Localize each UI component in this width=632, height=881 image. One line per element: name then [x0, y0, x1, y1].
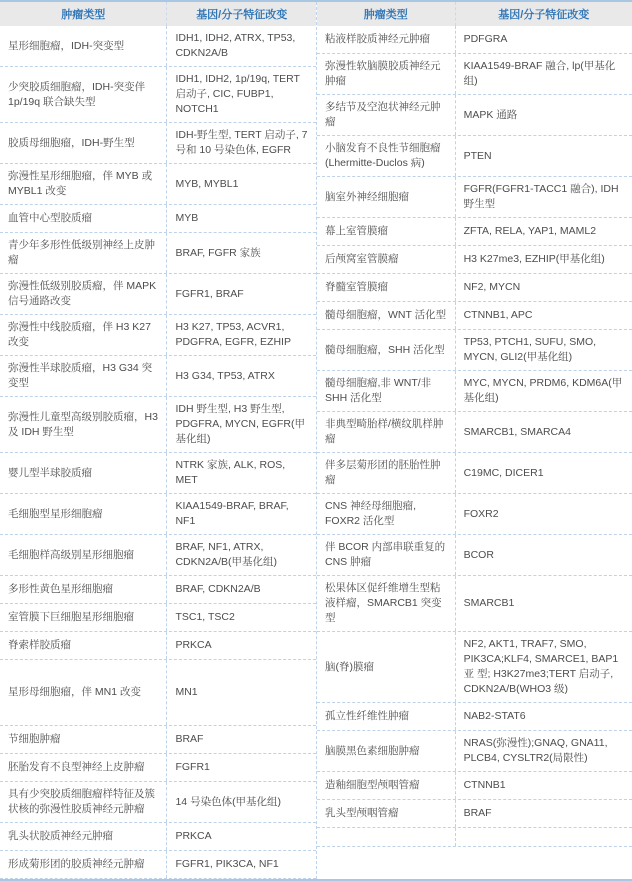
table-row	[317, 274, 632, 302]
tumor-type-cell: 髓母细胞瘤，SHH 活化型	[317, 330, 456, 370]
gene-change-cell: H3 G34, TP53, ATRX	[175, 369, 275, 382]
tumor-type-cell	[317, 828, 456, 846]
table-row	[0, 632, 316, 660]
gene-change-cell: IDH1, IDH2, 1p/19q, TERT 启动子, CIC, FUBP1, NOTCH1	[175, 73, 300, 115]
tumor-type-cell: 形成菊形团的胶质神经元肿瘤	[0, 851, 167, 878]
header-tumor-type: 肿瘤类型	[317, 2, 456, 26]
gene-change-cell	[456, 828, 632, 846]
tumor-type-cell: 血管中心型胶质瘤	[0, 205, 167, 232]
table-row	[317, 371, 632, 412]
tumor-type-cell: 孤立性纤维性肿瘤	[317, 703, 456, 730]
tumor-type-cell: 乳头状胶质神经元肿瘤	[0, 823, 167, 850]
table-row	[317, 535, 632, 576]
tumor-type-cell: 毛细胞样高级别星形细胞瘤	[0, 535, 167, 575]
table-left-half	[0, 2, 316, 879]
header-gene-change: 基因/分子特征改变	[196, 9, 288, 21]
tumor-type-cell: 弥漫性低级别胶质瘤，伴 MAPK 信号通路改变	[0, 274, 167, 314]
gene-change-cell: MYC, MYCN, PRDM6, KDM6A(甲基化组)	[463, 377, 623, 404]
gene-change-cell: PRKCA	[175, 830, 212, 842]
table-row	[0, 660, 316, 726]
gene-change-cell: SMARCB1, SMARCA4	[463, 425, 571, 438]
gene-change-cell: MYB, MYBL1	[175, 177, 239, 190]
gene-change-cell: FOXR2	[463, 507, 499, 520]
gene-change-cell: BRAF, CDKN2A/B	[175, 583, 261, 595]
tumor-type-cell: 弥漫性儿童型高级别胶质瘤，H3 及 IDH 野生型	[0, 397, 167, 452]
tumor-type-cell: 髓母细胞瘤,非 WNT/非 SHH 活化型	[317, 371, 456, 411]
tumor-type-cell: 室管膜下巨细胞星形细胞瘤	[0, 604, 167, 631]
table-row	[0, 754, 316, 782]
table-row	[317, 95, 632, 136]
table-row	[0, 315, 316, 356]
table-row	[0, 535, 316, 576]
gene-change-cell: FGFR1	[175, 761, 210, 773]
table-row	[317, 731, 632, 772]
tumor-type-cell: 青少年多形性低级别神经上皮肿瘤	[0, 233, 167, 273]
table-row	[0, 851, 316, 879]
tumor-type-cell: 松果体区促纤维增生型粘液样瘤，SMARCB1 突变型	[317, 576, 456, 631]
gene-change-cell: CTNNB1	[463, 779, 506, 791]
table-header-right	[317, 2, 632, 26]
gene-change-cell: BRAF	[175, 733, 204, 745]
header-tumor-type: 肿瘤类型	[0, 2, 167, 26]
tumor-type-cell: CNS 神经母细胞瘤, FOXR2 活化型	[317, 494, 456, 534]
gene-change-cell: KIAA1549-BRAF 融合, lp(甲基化组)	[463, 60, 616, 87]
table-row	[0, 233, 316, 274]
gene-change-cell: NTRK 家族, ALK, ROS, MET	[175, 459, 286, 486]
gene-change-cell: KIAA1549-BRAF, BRAF, NF1	[175, 500, 289, 527]
tumor-type-cell: 弥漫性半球胶质瘤，H3 G34 突变型	[0, 356, 167, 396]
gene-change-cell: MYB	[175, 212, 199, 224]
table-row	[317, 412, 632, 453]
tumor-type-cell: 造釉细胞型颅咽管瘤	[317, 772, 456, 799]
table-row	[317, 828, 632, 847]
tumor-type-cell: 少突胶质细胞瘤，IDH-突变伴1p/19q 联合缺失型	[0, 67, 167, 122]
gene-change-cell: BCOR	[463, 548, 494, 561]
table-row	[317, 703, 632, 731]
tumor-type-cell: 具有少突胶质细胞瘤样特征及簇状核的弥漫性胶质神经元肿瘤	[0, 782, 167, 822]
table-body-left	[0, 26, 316, 879]
gene-change-cell: PRKCA	[175, 639, 212, 651]
gene-change-cell: PDFGRA	[463, 33, 508, 45]
gene-change-cell: NF2, AKT1, TRAF7, SMO, PIK3CA;KLF4, SMARCE1, BAP1 亚 型; H3K27me3;TERT 启动子, CDKN2A/B(WHO3 级)	[463, 638, 619, 695]
gene-change-cell: BRAF, FGFR 家族	[175, 246, 261, 259]
table-header-left	[0, 2, 316, 26]
tumor-type-cell: 星形母细胞瘤，伴 MN1 改变	[0, 660, 167, 725]
tumor-type-cell: 小脑发育不良性节细胞瘤 (Lhermitte-Duclos 病)	[317, 136, 456, 176]
table-row	[0, 453, 316, 494]
gene-change-cell: ZFTA, RELA, YAP1, MAML2	[463, 225, 597, 237]
table-right-half	[316, 2, 632, 879]
table-row	[0, 726, 316, 754]
tumor-type-cell: 胶质母细胞瘤，IDH-野生型	[0, 123, 167, 163]
table-row	[317, 800, 632, 828]
tumor-type-cell: 乳头型颅咽管瘤	[317, 800, 456, 827]
tumor-type-cell: 弥漫性软脑膜胶质神经元肿瘤	[317, 54, 456, 94]
tumor-type-cell: 婴儿型半球胶质瘤	[0, 453, 167, 493]
tumor-type-cell: 幕上室管膜瘤	[317, 218, 456, 245]
gene-change-cell: TSC1, TSC2	[175, 611, 235, 623]
gene-change-cell: NF2, MYCN	[463, 281, 521, 293]
table-row	[317, 632, 632, 703]
gene-change-cell: FGFR1, PIK3CA, NF1	[175, 858, 279, 870]
tumor-type-cell: 脊索样胶质瘤	[0, 632, 167, 659]
tumor-type-cell: 脑膜黑色素细胞肿瘤	[317, 731, 456, 771]
table-row	[317, 26, 632, 54]
table-row	[0, 164, 316, 205]
gene-change-cell: C19MC, DICER1	[463, 466, 544, 479]
table-row	[317, 54, 632, 95]
gene-change-cell: BRAF, NF1, ATRX, CDKN2A/B(甲基化组)	[175, 541, 277, 568]
tumor-type-cell: 伴多层菊形团的胚胎性肿瘤	[317, 453, 456, 493]
gene-change-cell: NRAS(弥漫性);GNAQ, GNA11, PLCB4, CYSLTR2(局限性)	[463, 737, 608, 764]
gene-change-cell: FGFR1, BRAF	[175, 287, 244, 300]
gene-change-cell: NAB2-STAT6	[463, 710, 526, 722]
table-row	[0, 604, 316, 632]
table-row	[317, 218, 632, 246]
gene-change-cell: CTNNB1, APC	[463, 309, 533, 321]
gene-change-cell: SMARCB1	[463, 597, 515, 609]
gene-change-cell: H3 K27me3, EZHIP(甲基化组)	[463, 253, 605, 265]
table-row	[317, 576, 632, 632]
table-row	[0, 397, 316, 453]
tumor-type-cell: 后颅窝室管膜瘤	[317, 246, 456, 273]
tumor-type-cell: 节细胞肿瘤	[0, 726, 167, 753]
tumor-type-cell: 弥漫性中线胶质瘤，伴 H3 K27 改变	[0, 315, 167, 355]
gene-change-cell: 14 号染色体(甲基化组)	[175, 795, 282, 808]
table-row	[0, 123, 316, 164]
gene-change-cell: IDH-野生型, TERT 启动子, 7 号和 10 号染色体, EGFR	[175, 129, 308, 156]
tumor-type-cell: 多形性黄色星形细胞瘤	[0, 576, 167, 603]
table-row	[0, 576, 316, 604]
table-row	[0, 494, 316, 535]
header-gene-change: 基因/分子特征改变	[498, 9, 590, 21]
gene-change-cell: BRAF	[463, 807, 492, 819]
tumor-type-cell: 脑(脊)膜瘤	[317, 632, 456, 702]
table-row	[317, 302, 632, 330]
gene-change-cell: IDH 野生型, H3 野生型, PDGFRA, MYCN, EGFR(甲基化组)	[175, 403, 305, 445]
tumor-type-cell: 胚胎发育不良型神经上皮肿瘤	[0, 754, 167, 781]
table-row	[317, 330, 632, 371]
table-row	[0, 67, 316, 123]
tumor-type-cell: 星形细胞瘤，IDH-突变型	[0, 26, 167, 66]
table-body-right	[317, 26, 632, 847]
table-row	[0, 782, 316, 823]
gene-change-cell: IDH1, IDH2, ATRX, TP53, CDKN2A/B	[175, 32, 296, 59]
gene-change-cell: H3 K27, TP53, ACVR1, PDGFRA, EGFR, EZHIP	[175, 321, 291, 348]
table-row	[317, 772, 632, 800]
table-row	[317, 494, 632, 535]
gene-change-cell: MAPK 通路	[463, 108, 518, 121]
table-row	[0, 26, 316, 67]
gene-change-cell: PTEN	[463, 149, 492, 162]
table-row	[0, 823, 316, 851]
gene-change-cell: MN1	[175, 686, 198, 698]
tumor-type-cell: 多结节及空泡状神经元肿瘤	[317, 95, 456, 135]
table-row	[317, 136, 632, 177]
table-row	[0, 356, 316, 397]
table-row	[0, 274, 316, 315]
tumor-type-cell: 脊髓室管膜瘤	[317, 274, 456, 301]
tumor-type-cell: 弥漫性星形细胞瘤，伴 MYB 或 MYBL1 改变	[0, 164, 167, 204]
table-row	[0, 205, 316, 233]
table-row	[317, 246, 632, 274]
gene-change-cell: FGFR(FGFR1-TACC1 融合), IDH 野生型	[463, 183, 619, 210]
tumor-type-cell: 非典型畸胎样/横纹肌样肿瘤	[317, 412, 456, 452]
tumor-type-cell: 脑室外神经细胞瘤	[317, 177, 456, 217]
tumor-type-cell: 伴 BCOR 内部串联重复的 CNS 肿瘤	[317, 535, 456, 575]
tumor-type-cell: 粘液样胶质神经元肿瘤	[317, 26, 456, 53]
table-row	[317, 177, 632, 218]
table-row	[317, 453, 632, 494]
tumor-type-cell: 髓母细胞瘤，WNT 活化型	[317, 302, 456, 329]
gene-change-cell: TP53, PTCH1, SUFU, SMO, MYCN, GLI2(甲基化组)	[463, 336, 597, 363]
tumor-type-cell: 毛细胞型星形细胞瘤	[0, 494, 167, 534]
